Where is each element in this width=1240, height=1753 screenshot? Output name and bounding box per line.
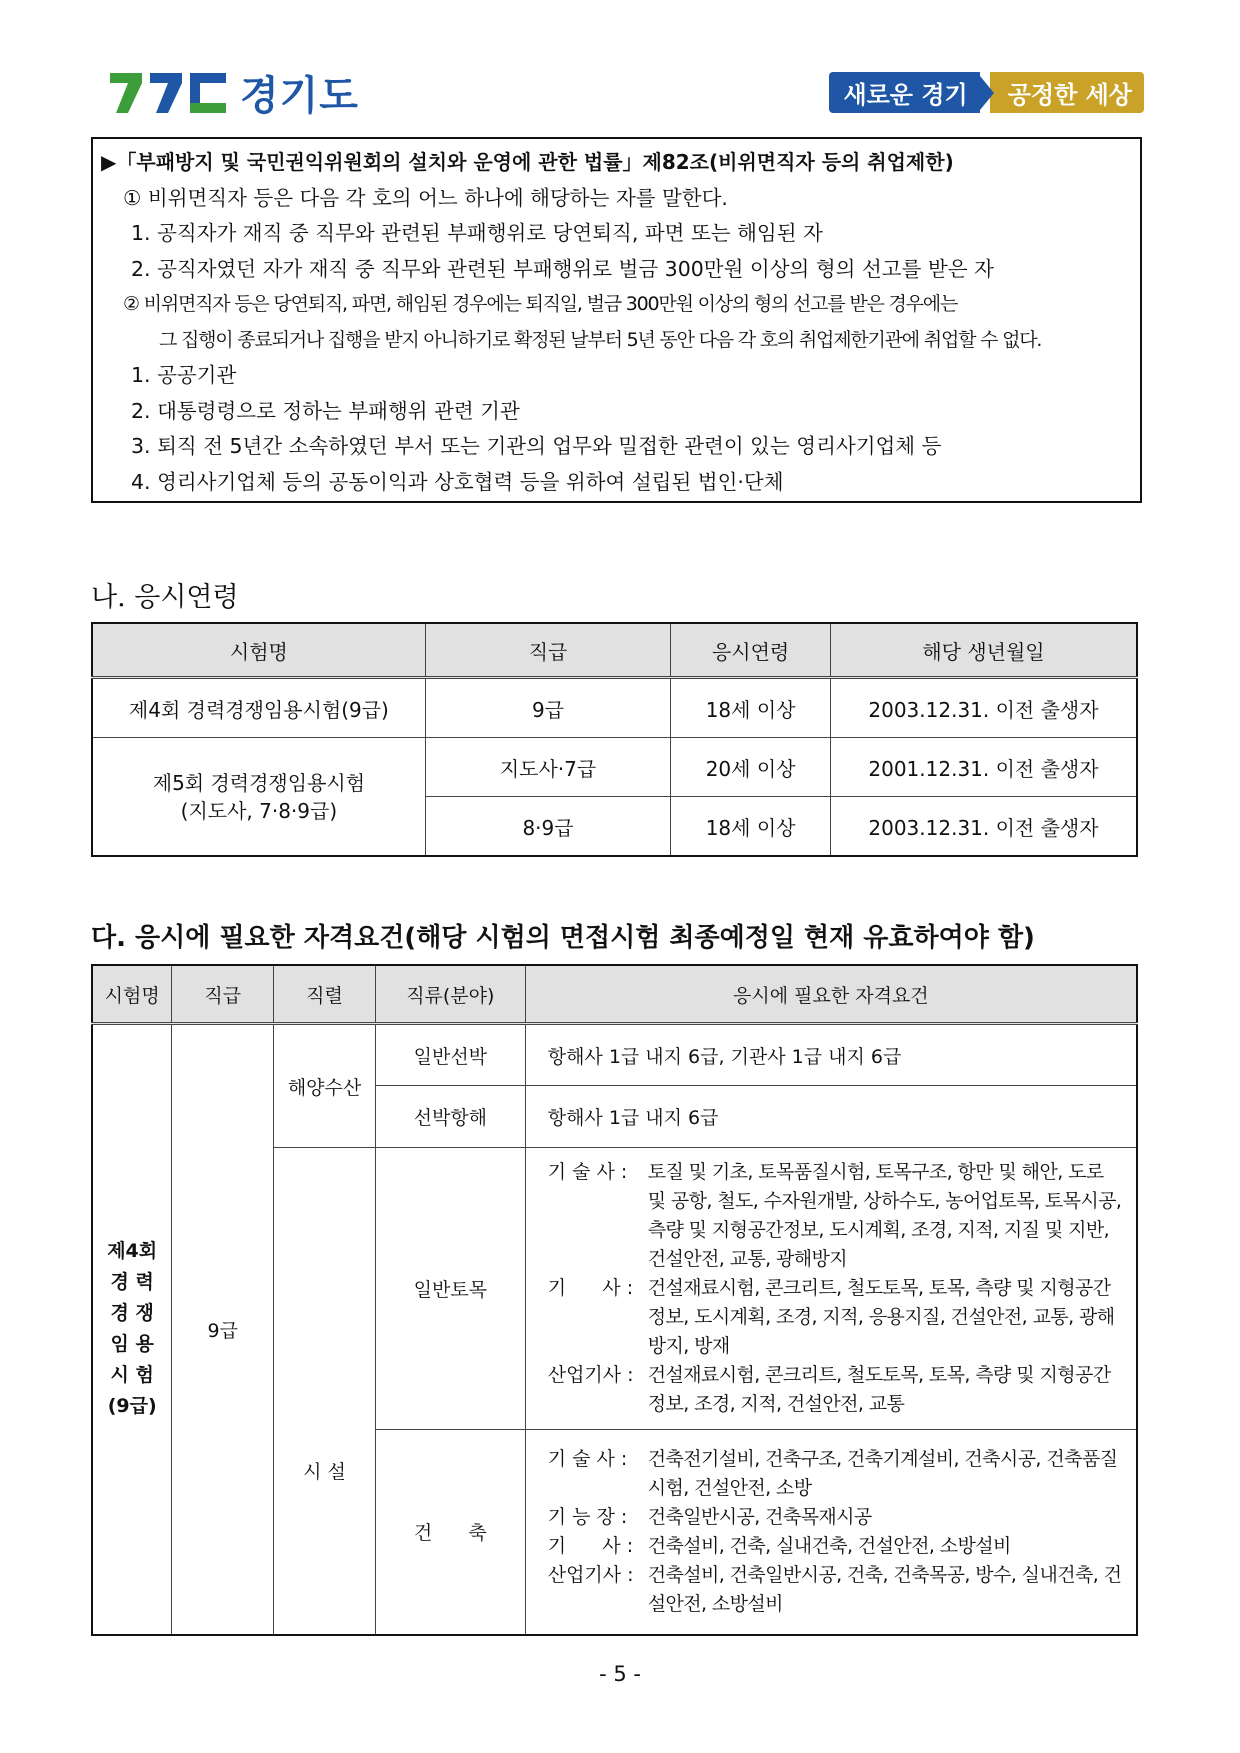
requirement-line — [548, 1503, 1126, 1532]
field-cell: 일반선박 — [375, 1024, 525, 1086]
requirement-line — [548, 1445, 1126, 1503]
section-heading-age: 나. 응시연령 — [91, 582, 239, 613]
table-row — [92, 738, 1137, 797]
grade-cell: 9급 — [172, 1024, 274, 1635]
cert-label: 기 술 사 : — [547, 1447, 628, 1470]
column-header: 해당 생년월일 — [830, 623, 1137, 678]
exam-name-line: 경 력 — [110, 1271, 154, 1294]
slogan-arrow-icon — [980, 76, 994, 110]
birth-cell: 2003.12.31. 이전 출생자 — [830, 797, 1137, 857]
law-line: ② 비위면직자 등은 당연퇴직, 파면, 해임된 경우에는 퇴직일, 벌금 300만원 이상의 형의 선고를 받은 경우에는 — [123, 293, 958, 315]
age-cell: 20세 이상 — [671, 738, 831, 797]
cert-list: 건축전기설비, 건축구조, 건축기계설비, 건축시공, 건축품질시험, 건설안전, 소방 — [647, 1447, 1118, 1499]
requirement-cell — [525, 1430, 1137, 1635]
table-header-row — [92, 623, 1137, 678]
exam-name-cell: 제4회 경력경쟁임용시험(9급) — [92, 678, 425, 738]
cert-label: 기 사 : — [547, 1534, 634, 1557]
law-line: 1. 공공기관 — [131, 363, 237, 387]
cert-list: 토질 및 기초, 토목품질시험, 토목구조, 항만 및 해안, 도로 및 공항, 철도, 수자원개발, 상하수도, 농어업토목, 토목시공, 측량 및 지형공간정보, 도시계획, 조경, 지적, 지질 및 지반, 건설안전, 교통, 광해방지 — [647, 1161, 1122, 1270]
age-cell: 18세 이상 — [671, 797, 831, 857]
column-header: 응시연령 — [671, 623, 831, 678]
cert-label: 기 술 사 : — [547, 1161, 628, 1183]
gyeonggi-logo — [108, 68, 359, 119]
slogan-right: 공정한 세상 — [990, 72, 1144, 113]
table-row — [92, 678, 1137, 738]
cert-list: 건축설비, 건축, 실내건축, 건설안전, 소방설비 — [647, 1534, 1011, 1557]
page-number: - 5 - — [599, 1662, 641, 1686]
requirement-line — [548, 1274, 1126, 1361]
org-name: 경기도 — [240, 72, 359, 119]
column-header: 시험명 — [92, 965, 172, 1024]
section-heading-qualification: 다. 응시에 필요한 자격요건(해당 시험의 면접시험 최종예정일 현재 유효하여야 함) — [91, 923, 1035, 953]
table-header-row — [92, 965, 1137, 1024]
cert-list: 건설재료시험, 콘크리트, 철도토목, 토목, 측량 및 지형공간정보, 도시계획, 조경, 지적, 응용지질, 건설안전, 교통, 광해방지, 방재 — [647, 1277, 1115, 1357]
field-cell: 일반토목 — [375, 1148, 525, 1430]
law-line: 2. 대통령령으로 정하는 부패행위 관련 기관 — [131, 398, 520, 423]
slogan-left: 새로운 경기 — [829, 72, 979, 113]
column-header: 직류(분야) — [375, 965, 525, 1024]
column-header: 직렬 — [274, 965, 376, 1024]
qualification-table — [91, 964, 1138, 1636]
requirement-cell — [525, 1148, 1137, 1430]
exam-name-cell — [92, 738, 425, 857]
cert-list: 건설재료시험, 콘크리트, 철도토목, 토목, 측량 및 지형공간정보, 조경, 지적, 건설안전, 교통 — [647, 1364, 1111, 1415]
law-line: 2. 공직자였던 자가 재직 중 직무와 관련된 부패행위로 벌금 300만원 이상의 형의 선고를 받은 자 — [131, 256, 994, 281]
law-line: 4. 영리사기업체 등의 공동이익과 상호협력 등을 위하여 설립된 법인·단체 — [131, 469, 784, 494]
birth-cell: 2001.12.31. 이전 출생자 — [830, 738, 1137, 797]
age-cell: 18세 이상 — [671, 678, 831, 738]
requirement-text: 항해사 1급 내지 6급, 기관사 1급 내지 6급 — [547, 1045, 902, 1068]
exam-name-line: (9급) — [107, 1395, 157, 1418]
exam-name-line: 시 험 — [110, 1364, 154, 1387]
series-cell: 해양수산 — [274, 1024, 376, 1148]
page-header — [0, 0, 1240, 120]
cert-label: 산업기사 : — [547, 1364, 634, 1386]
column-header: 응시에 필요한 자격요건 — [525, 965, 1137, 1024]
law-line: ① 비위면직자 등은 다음 각 호의 어느 하나에 해당하는 자를 말한다. — [123, 185, 728, 210]
exam-name-line: 경 쟁 — [110, 1302, 154, 1325]
column-header: 시험명 — [92, 623, 425, 678]
table-row — [92, 1024, 1137, 1086]
gyeonggi-logo-icon — [108, 69, 230, 115]
exam-name-line: 제5회 경력경쟁임용시험 — [152, 770, 366, 795]
exam-name-cell — [92, 1024, 172, 1635]
column-header: 직급 — [172, 965, 274, 1024]
cert-label: 산업기사 : — [547, 1563, 634, 1586]
requirement-cell — [525, 1086, 1137, 1148]
law-excerpt-box — [91, 137, 1142, 503]
grade-cell: 8·9급 — [425, 797, 670, 857]
age-table — [91, 622, 1138, 857]
grade-cell: 9급 — [425, 678, 670, 738]
cert-label: 기 능 장 : — [547, 1505, 628, 1528]
cert-label: 기 사 : — [547, 1277, 634, 1299]
law-line: 3. 퇴직 전 5년간 소속하였던 부서 또는 기관의 업무와 밀접한 관련이 있는 영리사기업체 등 — [131, 434, 942, 458]
column-header: 직급 — [425, 623, 670, 678]
requirement-text: 항해사 1급 내지 6급 — [547, 1107, 719, 1129]
field-cell: 건 축 — [375, 1430, 525, 1635]
series-cell: 시 설 — [274, 1148, 376, 1635]
requirement-line — [548, 1561, 1126, 1619]
field-cell: 선박항해 — [375, 1086, 525, 1148]
law-line: 1. 공직자가 재직 중 직무와 관련된 부패행위로 당연퇴직, 파면 또는 해임된 자 — [131, 221, 823, 245]
requirement-line — [548, 1361, 1126, 1419]
requirement-line — [548, 1532, 1126, 1561]
exam-name-line: 제4회 — [107, 1240, 158, 1263]
exam-name-vertical — [94, 1236, 170, 1422]
law-line: 그 집행이 종료되거나 집행을 받지 아니하기로 확정된 날부터 5년 동안 다음 각 호의 취업제한기관에 취업할 수 없다. — [159, 328, 1042, 351]
requirement-cell — [525, 1024, 1137, 1086]
cert-list: 건축일반시공, 건축목재시공 — [647, 1505, 872, 1528]
requirement-line — [548, 1158, 1126, 1274]
grade-cell: 지도사·7급 — [425, 738, 670, 797]
slogan-banner — [829, 72, 1144, 113]
birth-cell: 2003.12.31. 이전 출생자 — [830, 678, 1137, 738]
exam-name-line: 임 용 — [110, 1333, 154, 1356]
exam-name-line: (지도사, 7·8·9급) — [180, 798, 338, 823]
law-title: ▶「부패방지 및 국민권익위원회의 설치와 운영에 관한 법률」제82조(비위면직자 등의 취업제한) — [101, 150, 954, 174]
cert-list: 건축설비, 건축일반시공, 건축, 건축목공, 방수, 실내건축, 건설안전, 소방설비 — [647, 1563, 1122, 1615]
